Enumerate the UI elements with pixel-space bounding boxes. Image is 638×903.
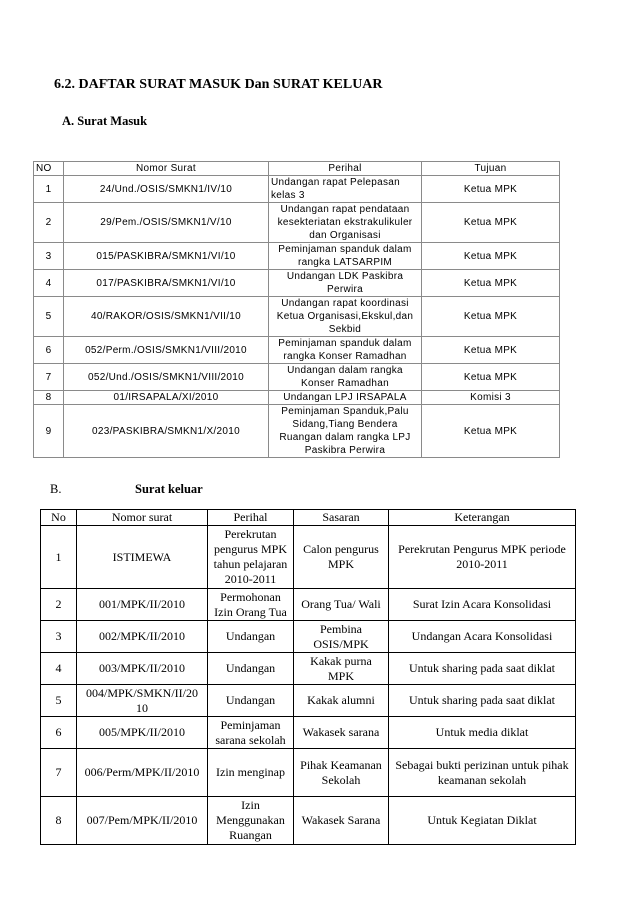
- cell-perihal: Undangan rapat koordinasi Ketua Organisasi,Ekskul,dan Sekbid: [269, 297, 422, 337]
- cell-no: 1: [41, 526, 77, 589]
- cell-keterangan: Surat Izin Acara Konsolidasi: [389, 589, 576, 621]
- cell-nomor-surat: 40/RAKOR/OSIS/SMKN1/VII/10: [64, 297, 269, 337]
- cell-perihal: Perekrutan pengurus MPK tahun pelajaran 2010-2011: [208, 526, 294, 589]
- cell-perihal: Peminjaman spanduk dalam rangka Konser Ramadhan: [269, 337, 422, 364]
- table-row: [34, 270, 560, 297]
- table-row: [41, 749, 576, 797]
- table-row: [34, 405, 560, 458]
- cell-perihal: Izin menginap: [208, 749, 294, 797]
- cell-sasaran: Pihak Keamanan Sekolah: [294, 749, 389, 797]
- cell-perihal: Undangan dalam rangka Konser Ramadhan: [269, 364, 422, 391]
- section-b-title: Surat keluar: [135, 482, 203, 496]
- cell-no: 2: [41, 589, 77, 621]
- page-heading: 6.2. DAFTAR SURAT MASUK Dan SURAT KELUAR: [54, 77, 383, 92]
- cell-tujuan: Ketua MPK: [422, 405, 560, 458]
- cell-nomor-surat: 24/Und./OSIS/SMKN1/IV/10: [64, 176, 269, 203]
- section-b-letter: B.: [50, 482, 62, 496]
- cell-tujuan: Ketua MPK: [422, 270, 560, 297]
- cell-no: 9: [34, 405, 64, 458]
- table-row: [34, 176, 560, 203]
- column-header-tujuan: Tujuan: [422, 162, 560, 176]
- cell-sasaran: Orang Tua/ Wali: [294, 589, 389, 621]
- cell-keterangan: Perekrutan Pengurus MPK periode 2010-2011: [389, 526, 576, 589]
- cell-nomor-surat: 052/Perm./OSIS/SMKN1/VIII/2010: [64, 337, 269, 364]
- cell-sasaran: Kakak alumni: [294, 685, 389, 717]
- cell-nomor-surat: 003/MPK/II/2010: [77, 653, 208, 685]
- table-row: [34, 203, 560, 243]
- cell-keterangan: Untuk sharing pada saat diklat: [389, 653, 576, 685]
- cell-no: 8: [34, 391, 64, 405]
- cell-nomor-surat: ISTIMEWA: [77, 526, 208, 589]
- cell-nomor-surat: 004/MPK/SMKN/II/20 10: [77, 685, 208, 717]
- cell-tujuan: Komisi 3: [422, 391, 560, 405]
- cell-perihal: Undangan rapat Pelepasan kelas 3: [269, 176, 422, 203]
- cell-nomor-surat: 007/Pem/MPK/II/2010: [77, 797, 208, 845]
- cell-keterangan: Untuk Kegiatan Diklat: [389, 797, 576, 845]
- cell-perihal: Peminjaman sarana sekolah: [208, 717, 294, 749]
- cell-nomor-surat: 015/PASKIBRA/SMKN1/VI/10: [64, 243, 269, 270]
- cell-perihal: Undangan LPJ IRSAPALA: [269, 391, 422, 405]
- cell-sasaran: Kakak purna MPK: [294, 653, 389, 685]
- cell-keterangan: Untuk media diklat: [389, 717, 576, 749]
- cell-no: 4: [34, 270, 64, 297]
- cell-no: 6: [34, 337, 64, 364]
- cell-no: 3: [34, 243, 64, 270]
- cell-no: 1: [34, 176, 64, 203]
- table-header-row: [41, 510, 576, 526]
- cell-no: 7: [34, 364, 64, 391]
- cell-perihal: Peminjaman Spanduk,Palu Sidang,Tiang Bendera Ruangan dalam rangka LPJ Paskibra Perwira: [269, 405, 422, 458]
- cell-no: 8: [41, 797, 77, 845]
- cell-nomor-surat: 005/MPK/II/2010: [77, 717, 208, 749]
- cell-perihal: Permohonan Izin Orang Tua: [208, 589, 294, 621]
- cell-perihal: Undangan LDK Paskibra Perwira: [269, 270, 422, 297]
- cell-no: 4: [41, 653, 77, 685]
- cell-keterangan: Undangan Acara Konsolidasi: [389, 621, 576, 653]
- cell-nomor-surat: 006/Perm/MPK/II/2010: [77, 749, 208, 797]
- surat-keluar-table: [40, 509, 576, 845]
- cell-nomor-surat: 023/PASKIBRA/SMKN1/X/2010: [64, 405, 269, 458]
- table-row: [34, 337, 560, 364]
- cell-no: 2: [34, 203, 64, 243]
- table-header-row: [34, 162, 560, 176]
- cell-tujuan: Ketua MPK: [422, 297, 560, 337]
- cell-keterangan: Sebagai bukti perizinan untuk pihak keamanan sekolah: [389, 749, 576, 797]
- cell-perihal: Izin Menggunakan Ruangan: [208, 797, 294, 845]
- table-row: [41, 653, 576, 685]
- cell-sasaran: Wakasek sarana: [294, 717, 389, 749]
- cell-perihal: Undangan: [208, 621, 294, 653]
- table-row: [41, 621, 576, 653]
- cell-keterangan: Untuk sharing pada saat diklat: [389, 685, 576, 717]
- cell-tujuan: Ketua MPK: [422, 364, 560, 391]
- cell-nomor-surat: 017/PASKIBRA/SMKN1/VI/10: [64, 270, 269, 297]
- cell-no: 5: [34, 297, 64, 337]
- cell-tujuan: Ketua MPK: [422, 176, 560, 203]
- cell-no: 7: [41, 749, 77, 797]
- column-header-keterangan: Keterangan: [389, 510, 576, 526]
- column-header-sasaran: Sasaran: [294, 510, 389, 526]
- column-header-perihal: Perihal: [208, 510, 294, 526]
- column-header-nomor-surat: Nomor Surat: [64, 162, 269, 176]
- cell-perihal: Undangan rapat pendataan kesekteriatan ekstrakulikuler dan Organisasi: [269, 203, 422, 243]
- table-row: [34, 364, 560, 391]
- table-row: [41, 526, 576, 589]
- cell-tujuan: Ketua MPK: [422, 243, 560, 270]
- cell-no: 3: [41, 621, 77, 653]
- table-row: [34, 297, 560, 337]
- cell-perihal: Undangan: [208, 653, 294, 685]
- table-row: [41, 685, 576, 717]
- table-row: [41, 797, 576, 845]
- table-row: [34, 243, 560, 270]
- surat-masuk-table: [33, 161, 560, 458]
- cell-sasaran: Wakasek Sarana: [294, 797, 389, 845]
- cell-perihal: Undangan: [208, 685, 294, 717]
- cell-nomor-surat: 002/MPK/II/2010: [77, 621, 208, 653]
- section-a-title: A. Surat Masuk: [62, 114, 148, 128]
- cell-tujuan: Ketua MPK: [422, 337, 560, 364]
- cell-no: 6: [41, 717, 77, 749]
- cell-nomor-surat: 29/Pem./OSIS/SMKN1/V/10: [64, 203, 269, 243]
- cell-tujuan: Ketua MPK: [422, 203, 560, 243]
- column-header-no: NO: [34, 162, 64, 176]
- table-row: [41, 717, 576, 749]
- cell-perihal: Peminjaman spanduk dalam rangka LATSARPIM: [269, 243, 422, 270]
- column-header-nomor-surat: Nomor surat: [77, 510, 208, 526]
- cell-nomor-surat: 052/Und./OSIS/SMKN1/VIII/2010: [64, 364, 269, 391]
- table-row: [41, 589, 576, 621]
- cell-nomor-surat: 01/IRSAPALA/XI/2010: [64, 391, 269, 405]
- column-header-perihal: Perihal: [269, 162, 422, 176]
- cell-nomor-surat: 001/MPK/II/2010: [77, 589, 208, 621]
- table-row: [34, 391, 560, 405]
- cell-sasaran: Pembina OSIS/MPK: [294, 621, 389, 653]
- cell-sasaran: Calon pengurus MPK: [294, 526, 389, 589]
- column-header-no: No: [41, 510, 77, 526]
- cell-no: 5: [41, 685, 77, 717]
